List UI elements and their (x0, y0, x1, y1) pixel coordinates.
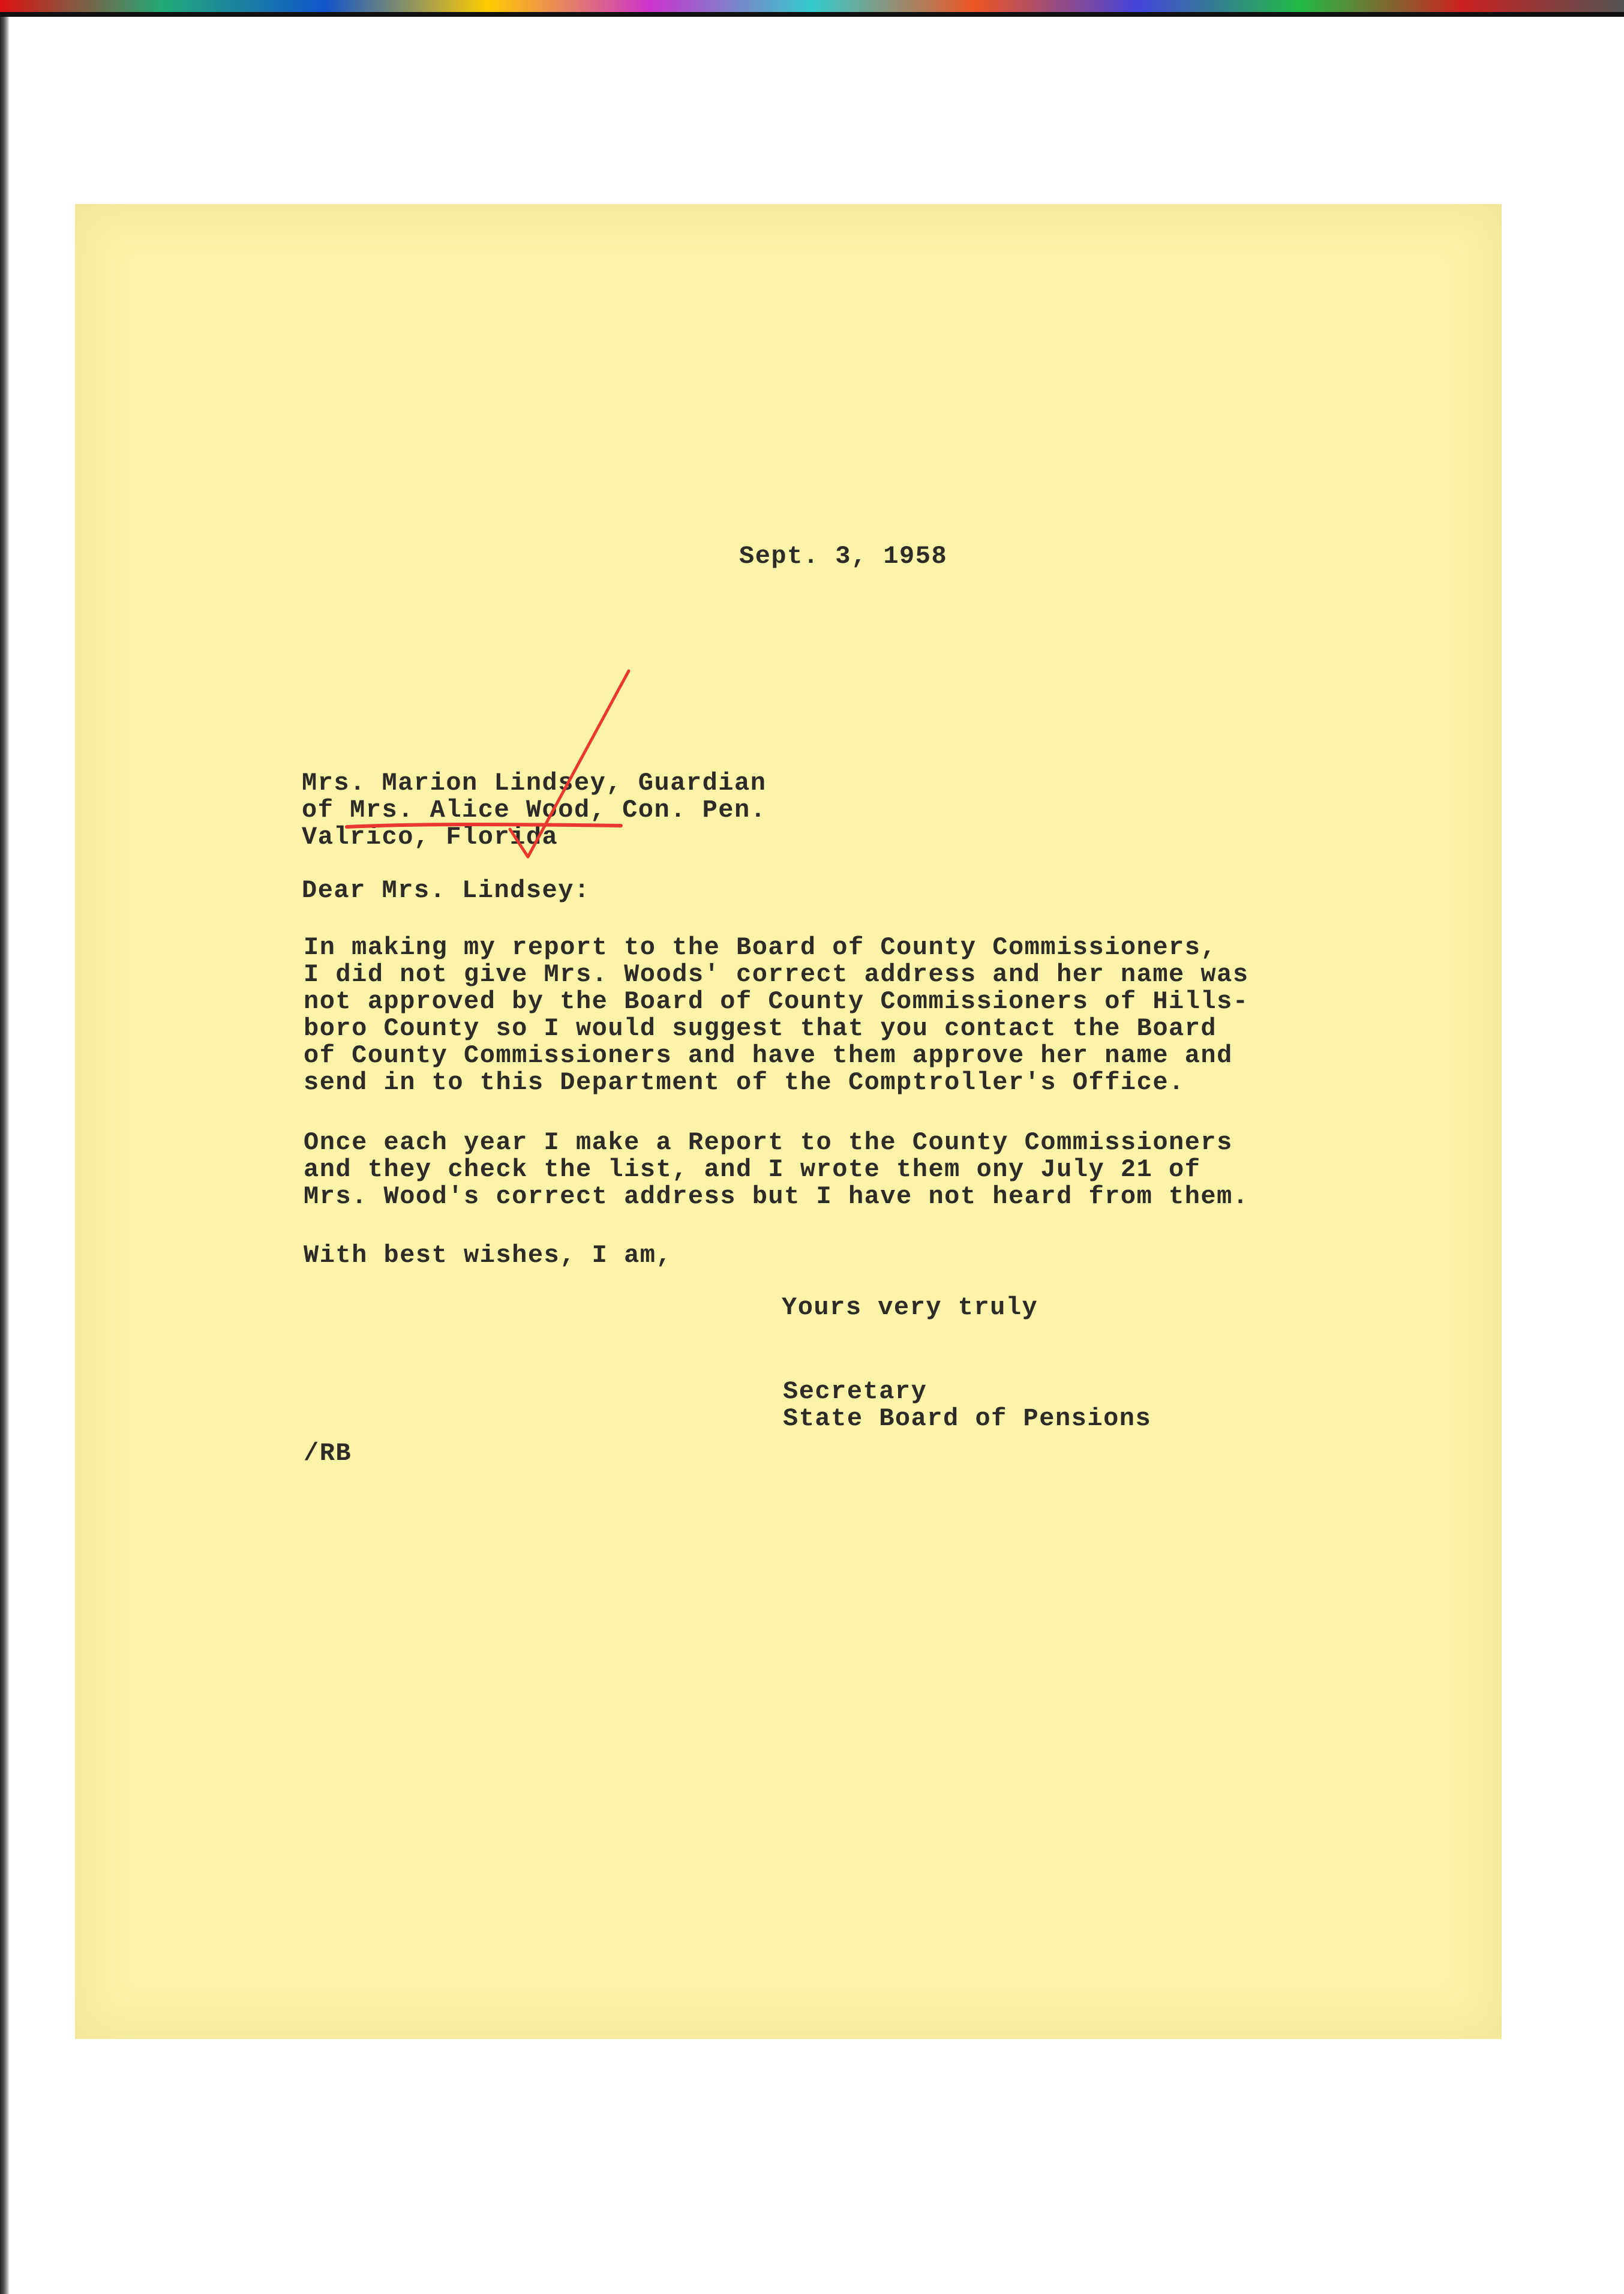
paragraph-line: of County Commissioners and have them approve her name and (304, 1041, 1233, 1070)
scan-edge-line (0, 12, 1624, 17)
signature-line: Secretary (783, 1377, 927, 1406)
body-paragraph-1 (304, 934, 1249, 1096)
scan-color-strip (0, 0, 1624, 13)
letter-date: Sept. 3, 1958 (739, 542, 948, 571)
recipient-address (302, 770, 766, 851)
body-paragraph-2 (304, 1129, 1249, 1210)
closing-wishes: With best wishes, I am, (304, 1241, 673, 1270)
paragraph-line: boro County so I would suggest that you contact the Board (304, 1014, 1217, 1043)
paragraph-line: I did not give Mrs. Woods' correct address and her name was (304, 960, 1249, 989)
paragraph-line: Once each year I make a Report to the County Commissioners (304, 1128, 1233, 1157)
paragraph-line: Mrs. Wood's correct address but I have not heard from them. (304, 1182, 1249, 1211)
scan-left-edge (0, 17, 10, 2294)
paragraph-line: and they check the list, and I wrote them ony July 21 of (304, 1155, 1201, 1184)
address-line: of Mrs. Alice Wood, Con. Pen. (302, 796, 767, 824)
complimentary-close: Yours very truly (782, 1293, 1038, 1322)
typist-initials: /RB (304, 1439, 352, 1468)
paragraph-line: send in to this Department of the Comptroller's Office. (304, 1068, 1185, 1097)
paragraph-line: In making my report to the Board of County Commissioners, (304, 933, 1217, 962)
address-line: Valrico, Florida (302, 823, 559, 851)
letter-paper (75, 204, 1502, 2039)
salutation: Dear Mrs. Lindsey: (302, 876, 590, 905)
signature-block (783, 1378, 1151, 1432)
paragraph-line: not approved by the Board of County Commissioners of Hills- (304, 987, 1249, 1016)
signature-line: State Board of Pensions (783, 1404, 1152, 1433)
address-line: Mrs. Marion Lindsey, Guardian (302, 769, 767, 797)
